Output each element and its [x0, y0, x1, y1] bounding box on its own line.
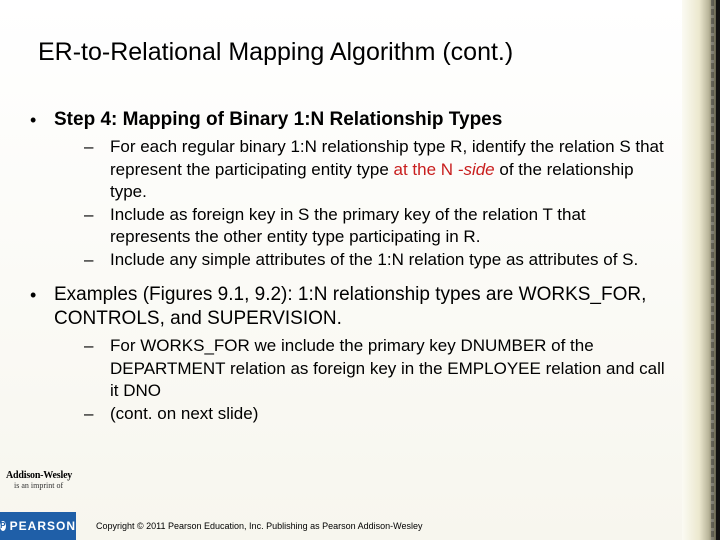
pearson-p-icon: P	[0, 521, 6, 530]
sub-item	[84, 204, 670, 249]
bullet-examples	[30, 283, 670, 425]
bullet-heading: Step 4: Mapping of Binary 1:N Relationship Types	[54, 109, 503, 130]
bullet-marker: •	[30, 285, 37, 305]
addison-wesley-logo	[6, 470, 76, 490]
sub-item	[84, 136, 670, 204]
decorative-side-bar	[682, 0, 720, 540]
sub-item-text: Include any simple attributes of the 1:N relation type as attributes of S.	[110, 249, 639, 269]
text-part: For each regular binary 1:N relationship type R, identify the relation S that represent the participating entity type	[110, 137, 664, 179]
highlight-text: at the N	[393, 159, 454, 179]
dash-marker: –	[84, 249, 94, 269]
pearson-logo	[0, 512, 76, 540]
dash-marker: –	[84, 403, 94, 423]
sub-item-text: For WORKS_FOR we include the primary key DNUMBER of the DEPARTMENT relation as foreign key in the EMPLOYEE relation and call it DNO	[110, 336, 665, 400]
sub-item-text: (cont. on next slide)	[110, 403, 259, 423]
sub-item	[84, 403, 670, 426]
dash-marker: –	[84, 204, 94, 224]
sub-item-text	[110, 137, 664, 201]
pearson-name: PEARSON	[9, 519, 76, 533]
dash-marker: –	[84, 137, 94, 156]
slide-content	[30, 108, 670, 425]
copyright-notice: Copyright © 2011 Pearson Education, Inc. Publishing as Pearson Addison-Wesley	[96, 521, 423, 531]
bullet-step-4	[30, 108, 670, 271]
bullet-marker: •	[30, 110, 37, 130]
highlight-text-italic: -side	[457, 159, 495, 179]
text-part: of the relationship type.	[110, 159, 634, 201]
dash-marker: –	[84, 336, 94, 355]
sub-item-text: Include as foreign key in S the primary key of the relation T that represents the other entity type participating in R.	[110, 204, 586, 246]
bullet-text: Examples (Figures 9.1, 9.2): 1:N relationship types are WORKS_FOR, CONTROLS, and SUPERVISION.	[54, 284, 647, 329]
sub-item	[84, 335, 670, 403]
imprint-text: is an imprint of	[14, 481, 64, 490]
sub-item	[84, 249, 670, 272]
slide-title: ER-to-Relational Mapping Algorithm (cont.)	[38, 38, 514, 66]
sub-list	[84, 136, 670, 271]
addison-wesley-name: Addison-Wesley	[6, 470, 73, 481]
sub-list	[84, 335, 670, 425]
